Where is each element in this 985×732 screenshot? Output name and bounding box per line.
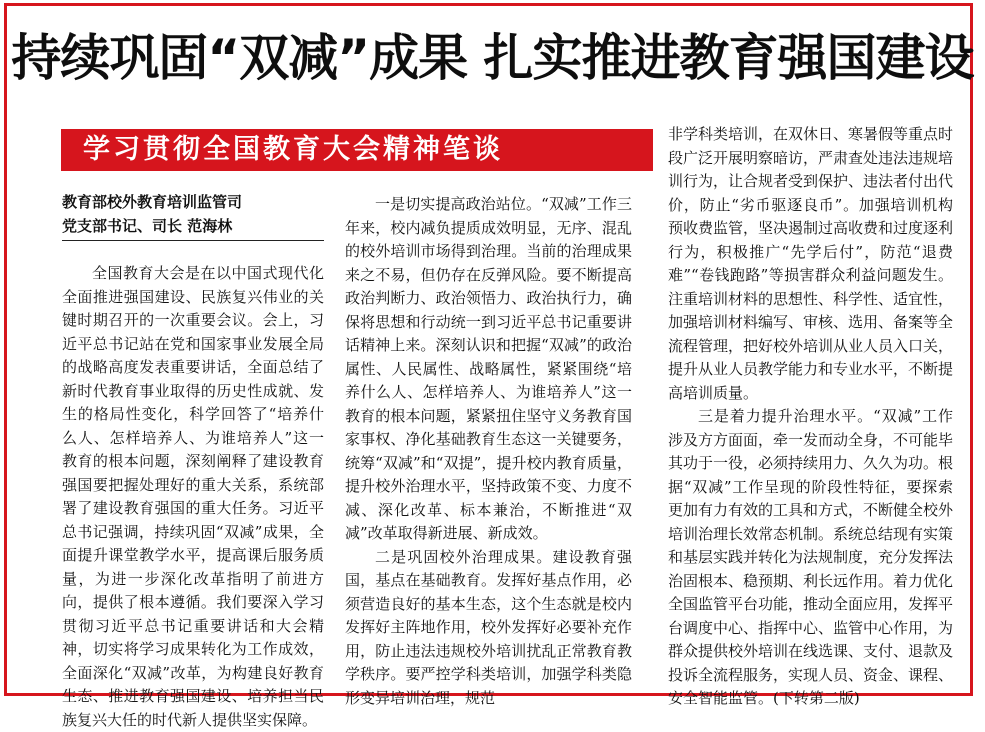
article-column-2 xyxy=(345,193,632,710)
byline-author: 党支部书记、司长 范海林 xyxy=(62,217,233,235)
article-column-1 xyxy=(62,262,324,732)
paragraph-point-1: 一是切实提高政治站位。“双减”工作三年来，校内减负提质成效明显，无序、混乱的校外培训市场得到治理。当前的治理成果来之不易，但仍存在反弹风险。要不断提高政治判断力、政治领悟力、政治执行力，确保将思想和行动统一到习近平总书记重要讲话精神上来。深刻认识和把握“双减”的政治属性、人民属性、战略属性，紧紧围绕“培养什么人、怎样培养人、为谁培养人”这一教育的根本问题，紧紧扭住坚守义务教育国家事权、净化基础教育生态这一关键要务，统筹“双减”和“双提”，提升校内教育质量，提升校外治理水平，坚持政策不变、力度不减、深化改革、标本兼治，不断推进“双减”改革取得新进展、新成效。 xyxy=(345,195,632,542)
byline-divider xyxy=(62,240,324,241)
article-column-3 xyxy=(668,123,953,711)
paragraph-point-2: 二是巩固校外治理成果。建设教育强国，基点在基础教育。发挥好基点作用，必须营造良好的基本生态，这个生态就是校内发挥好主阵地作用，校外发挥好必要补充作用，防止违法违规校外培训扰乱正常教育教学秩序。要严控学科类培训，加强学科类隐形变异培训治理，规范 xyxy=(345,547,632,707)
paragraph-point-3-text: 三是着力提升治理水平。“双减”工作涉及方方面面，牵一发而动全身，不可能毕其功于一役，必须持续用力、久久为功。根据“双减”工作呈现的阶段性特征，要探索更加有力有效的工具和方式，不断健全校外培训治理长效常态机制。系统总结现有实策和基层实践并转化为法规制度，充分发挥法治固根本、稳预期、利长远作用。着力优化全国监管平台功能，推动全面应用，发挥平台调度中心、指挥中心、监管中心作用，为群众提供校外培训在线选课、支付、退款及投诉全流程服务，实现人员、资金、课程、安全智能监管。 xyxy=(668,407,954,707)
paragraph-intro: 全国教育大会是在以中国式现代化全面推进强国建设、民族复兴伟业的关键时期召开的一次重要会议。会上，习近平总书记站在党和国家事业发展全局的战略高度发表重要讲话，全面总结了新时代教育事业取得的历史性成就、发生的格局性变化，科学回答了“培养什么人、怎样培养人、为谁培养人”这一教育的根本问题，深刻阐释了建设教育强国要把握处理好的重大关系，系统部署了建设教育强国的重大任务。习近平总书记强调，持续巩固“双减”成果，全面提升课堂教学水平，提高课后服务质量，为进一步深化改革指明了前进方向，提供了根本遵循。我们要深入学习贯彻习近平总书记重要讲话和大会精神，切实将学习成果转化为工作成效，全面深化“双减”改革，为构建良好教育生态、推进教育强国建设、培养担当民族复兴大任的时代新人提供坚实保障。 xyxy=(62,264,324,729)
headline: 持续巩固“双减”成果 扎实推进教育强国建设 xyxy=(11,29,974,87)
column-banner: 学习贯彻全国教育大会精神笔谈 xyxy=(61,129,653,171)
paragraph-point-3 xyxy=(668,405,953,711)
paragraph-point-2-continued: 非学科类培训，在双休日、寒暑假等重点时段广泛开展明察暗访，严肃查处违法违规培训行为，让合规者受到保护、违法者付出代价，防止“劣币驱逐良币”。加强培训机构预收费监管，坚决遏制过高收费和过度逐利行为，积极推广“先学后付”，防范“退费难”“卷钱跑路”等损害群众利益问题发生。注重培训材料的思想性、科学性、适宜性，加强培训材料编写、审核、选用、备案等全流程管理，把好校外培训从业人员入口关，提升从业人员教学能力和专业水平，不断提高培训质量。 xyxy=(668,125,954,402)
byline-organization: 教育部校外教育培训监管司 xyxy=(62,193,243,211)
continued-on-page-2-link[interactable]: (下转第二版) xyxy=(773,689,860,707)
byline xyxy=(62,190,324,238)
